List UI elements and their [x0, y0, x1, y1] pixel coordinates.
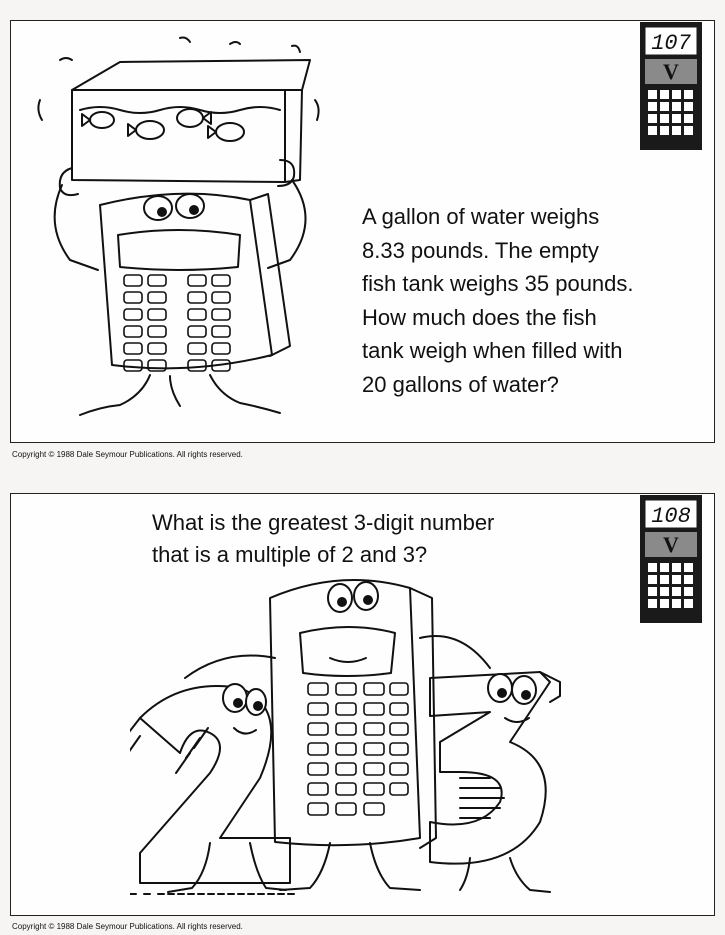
difficulty-level: V — [663, 59, 679, 84]
question-text: A gallon of water weighs 8.33 pounds. The empty fish tank weighs 35 pounds. How much does the fish tank weigh when filled with 20 gallons of water? — [362, 204, 634, 397]
question-text: What is the greatest 3-digit number that is a multiple of 2 and 3? — [152, 510, 495, 567]
card-number: 108 — [651, 504, 691, 529]
calculator-with-numbers-illustration — [130, 578, 570, 908]
calculator-with-fish-tank-illustration — [30, 30, 330, 425]
copyright-notice: Copyright © 1988 Dale Seymour Publications. All rights reserved. — [12, 922, 243, 931]
card-number-badge — [640, 495, 702, 623]
card-number: 107 — [651, 31, 691, 56]
card-number-badge — [640, 22, 702, 150]
difficulty-level: V — [663, 532, 679, 557]
copyright-notice: Copyright © 1988 Dale Seymour Publications. All rights reserved. — [12, 450, 243, 459]
